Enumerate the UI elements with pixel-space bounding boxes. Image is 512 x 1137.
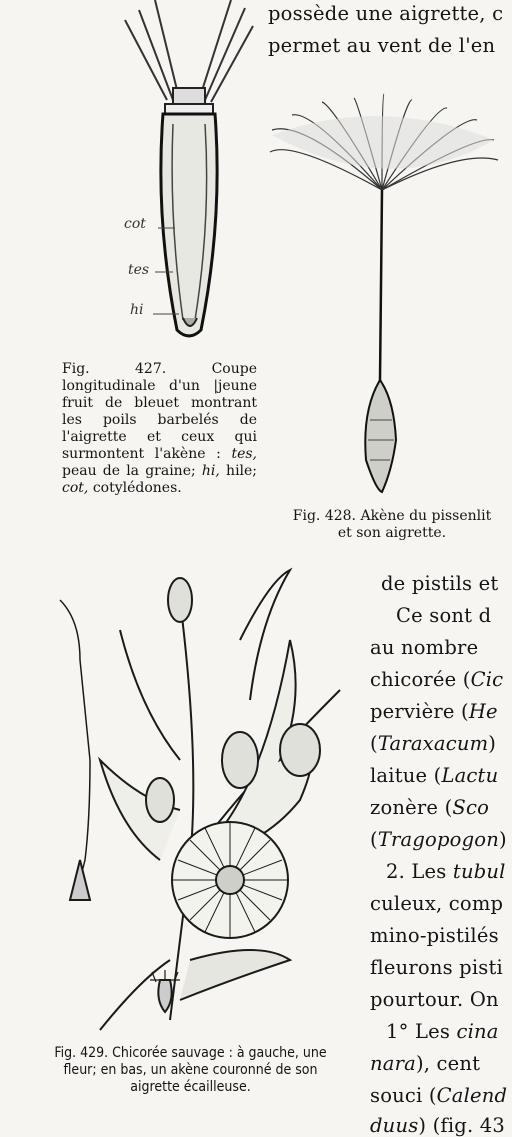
right-line-11: culeux, comp	[370, 892, 504, 915]
top-text-line-2: permet au vent de l'en	[268, 34, 496, 57]
right-line-2: Ce sont d	[396, 604, 492, 627]
right-line-10: 2. Les tubul	[386, 860, 506, 883]
right-line-15: 1° Les cina	[386, 1020, 499, 1043]
right-line-16: nara), cent	[370, 1052, 481, 1075]
figure-428-caption-line-2: et son aigrette.	[337, 525, 447, 541]
right-line-12: mino-pistilés	[370, 924, 499, 947]
caption-term-hi: hi,	[201, 463, 220, 479]
right-line-5: pervière (He	[370, 700, 498, 723]
top-text-line-1: possède une aigrette, c	[268, 2, 504, 25]
figure-428-caption	[272, 508, 512, 542]
caption-text-4: hile;	[226, 463, 258, 479]
figure-429-illustration	[40, 560, 360, 1030]
figure-427-number: Fig. 427.	[62, 361, 167, 377]
figure-429-caption: Fig. 429. Chicorée sauvage : à gauche, une fleur; en bas, un akène couronné de son aigrette écailleuse.	[54, 1045, 327, 1095]
caption-term-cot: cot,	[62, 480, 89, 496]
right-line-1: de pistils et	[381, 572, 499, 595]
figure-427-label-hi: hi	[130, 302, 144, 318]
caption-term-tes: tes,	[231, 446, 257, 462]
figure-428-illustration	[262, 80, 502, 510]
caption-text-2: peau de la graine;	[62, 463, 196, 479]
right-line-8: zonère (Sco	[370, 796, 490, 819]
figure-427-label-cot: cot	[124, 216, 146, 232]
right-line-4: chicorée (Cic	[370, 668, 504, 691]
right-line-9: (Tragopogon)	[370, 828, 507, 851]
figure-428-caption-line-1: Fig. 428. Akène du pissenlit	[292, 508, 492, 524]
figure-427-caption	[62, 361, 257, 497]
right-line-3: au nombre	[370, 636, 479, 659]
figure-427-caption-text: Coupe longitudinale d'un |jeune fruit de bleuet montrant les poils barbelés de l'aigrette et ceux qui surmontent l'akène :	[62, 361, 257, 462]
figure-427-label-tes: tes	[128, 262, 150, 278]
right-line-13: fleurons pisti	[370, 956, 503, 979]
right-line-18: duus) (fig. 43	[370, 1114, 505, 1137]
right-line-14: pourtour. On	[370, 988, 499, 1011]
right-line-7: laitue (Lactu	[370, 764, 499, 787]
right-line-17: souci (Calend	[370, 1084, 508, 1107]
right-line-6: (Taraxacum)	[370, 732, 497, 755]
caption-text-6: cotylédones.	[92, 480, 182, 496]
